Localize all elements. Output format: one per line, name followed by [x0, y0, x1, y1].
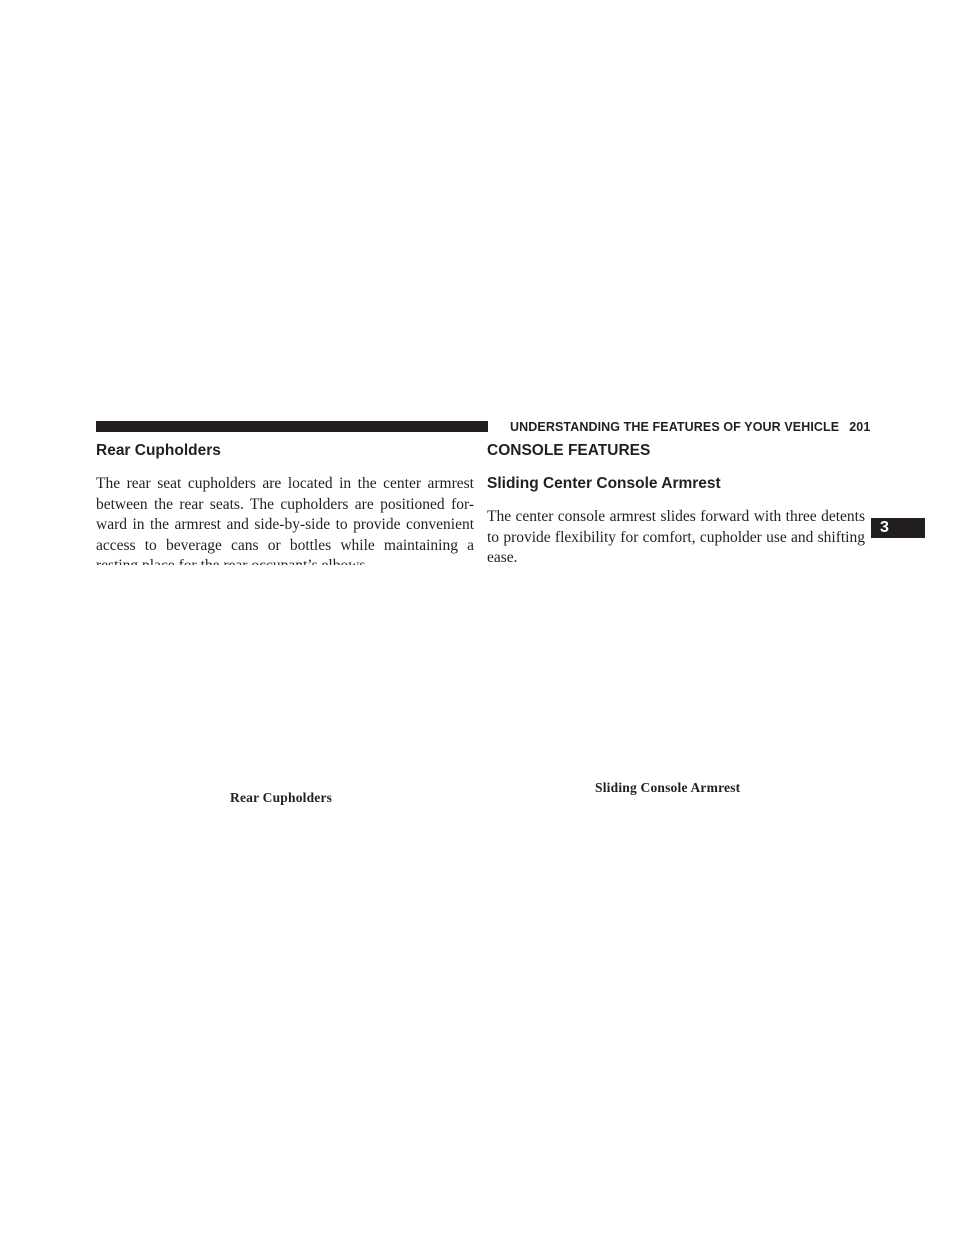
page-number: 201	[849, 420, 871, 434]
right-column	[487, 440, 865, 569]
rear-cupholders-figure	[96, 565, 474, 780]
rear-cupholders-paragraph: The rear seat cupholders are located in the center armrest between the rear seats. The cupholders are positioned for-ward in the armrest and side-by-side to provide convenient access to beverage cans or bottles while maintaining a	[96, 475, 474, 554]
header-rule	[96, 421, 488, 432]
console-features-heading: CONSOLE FEATURES	[487, 442, 651, 459]
sliding-armrest-heading: Sliding Center Console Armrest	[487, 475, 721, 492]
running-header	[510, 419, 870, 435]
left-column	[96, 440, 474, 577]
sliding-armrest-paragraph: The center console armrest slides forward with three detents to provide flexibility for comfort, cupholder use and shifting ease.	[487, 508, 865, 566]
sliding-armrest-caption: Sliding Console Armrest	[595, 780, 741, 795]
rear-cupholders-heading: Rear Cupholders	[96, 442, 221, 459]
chapter-tab: 3	[871, 518, 925, 538]
rear-cupholders-caption: Rear Cupholders	[230, 790, 333, 805]
header-title-text: UNDERSTANDING THE FEATURES OF YOUR VEHICLE	[510, 420, 840, 434]
sliding-armrest-figure	[487, 585, 865, 770]
